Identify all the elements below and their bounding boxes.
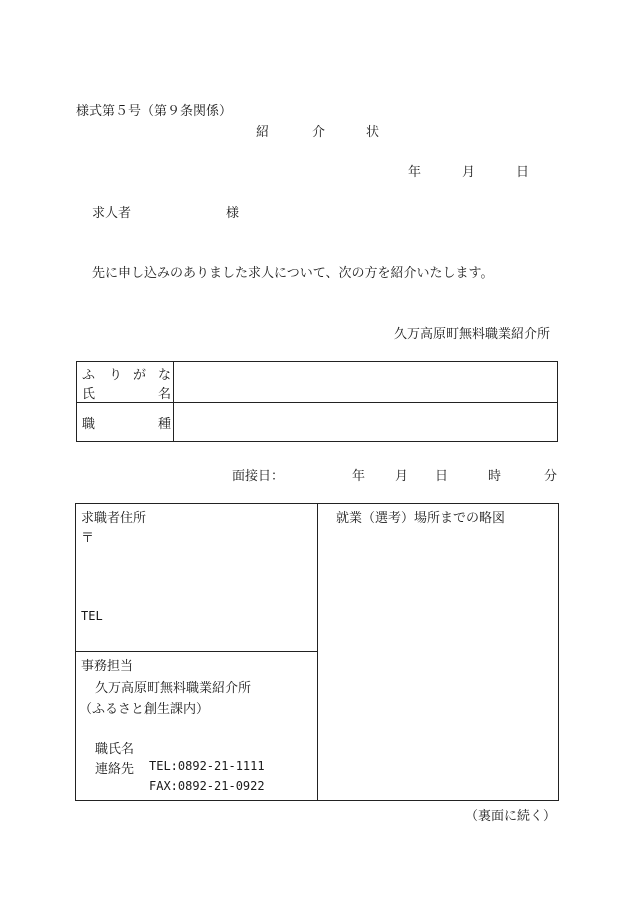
label-char: ふ	[82, 368, 96, 383]
interview-year: 年	[352, 469, 366, 484]
issuer-name: 久万高原町無料職業紹介所	[394, 327, 551, 342]
office-department: （ふるさと創生課内）	[79, 702, 210, 717]
label-char: 職	[82, 417, 96, 432]
interview-hour: 時	[488, 469, 502, 484]
interview-day: 日	[435, 469, 449, 484]
form-number: 様式第５号（第９条関係）	[76, 104, 233, 119]
staff-label: 職氏名	[95, 742, 135, 757]
contact-label: 連絡先	[95, 762, 135, 777]
recipient-label: 求人者	[92, 206, 132, 221]
label-char: 氏	[82, 387, 96, 402]
interview-minute: 分	[544, 469, 558, 484]
interview-month: 月	[395, 469, 409, 484]
title-char: 介	[312, 125, 326, 140]
label-char: 種	[158, 417, 172, 432]
postal-mark: 〒	[81, 531, 95, 546]
date-year-label: 年	[408, 165, 422, 180]
map-label: 就業（選考）場所までの略図	[336, 511, 506, 526]
interview-label: 面接日：	[232, 469, 285, 484]
label-char: な	[158, 368, 172, 383]
recipient-honorific: 様	[226, 206, 240, 221]
table-divider	[75, 651, 318, 652]
body-text: 先に申し込みのありました求人について、次の方を紹介いたします。	[92, 266, 494, 281]
tel-label: TEL	[81, 609, 103, 623]
table-divider	[76, 402, 558, 403]
title-char: 紹	[256, 125, 270, 140]
office-label: 事務担当	[81, 659, 134, 674]
label-char: り	[109, 368, 123, 383]
label-char: 名	[158, 387, 172, 402]
name-field[interactable]	[176, 364, 554, 400]
office-name: 久万高原町無料職業紹介所	[95, 681, 252, 696]
address-label: 求職者住所	[81, 511, 147, 526]
map-area[interactable]	[320, 528, 556, 798]
office-fax: FAX:0892-21-0922	[149, 779, 265, 793]
date-day-label: 日	[516, 165, 530, 180]
title-char: 状	[366, 125, 380, 140]
office-tel: TEL:0892-21-1111	[149, 759, 265, 773]
continued-note: （裏面に続く）	[465, 809, 557, 824]
job-field[interactable]	[176, 405, 554, 439]
label-char: が	[133, 368, 147, 383]
table-divider	[317, 503, 318, 801]
date-month-label: 月	[462, 165, 476, 180]
